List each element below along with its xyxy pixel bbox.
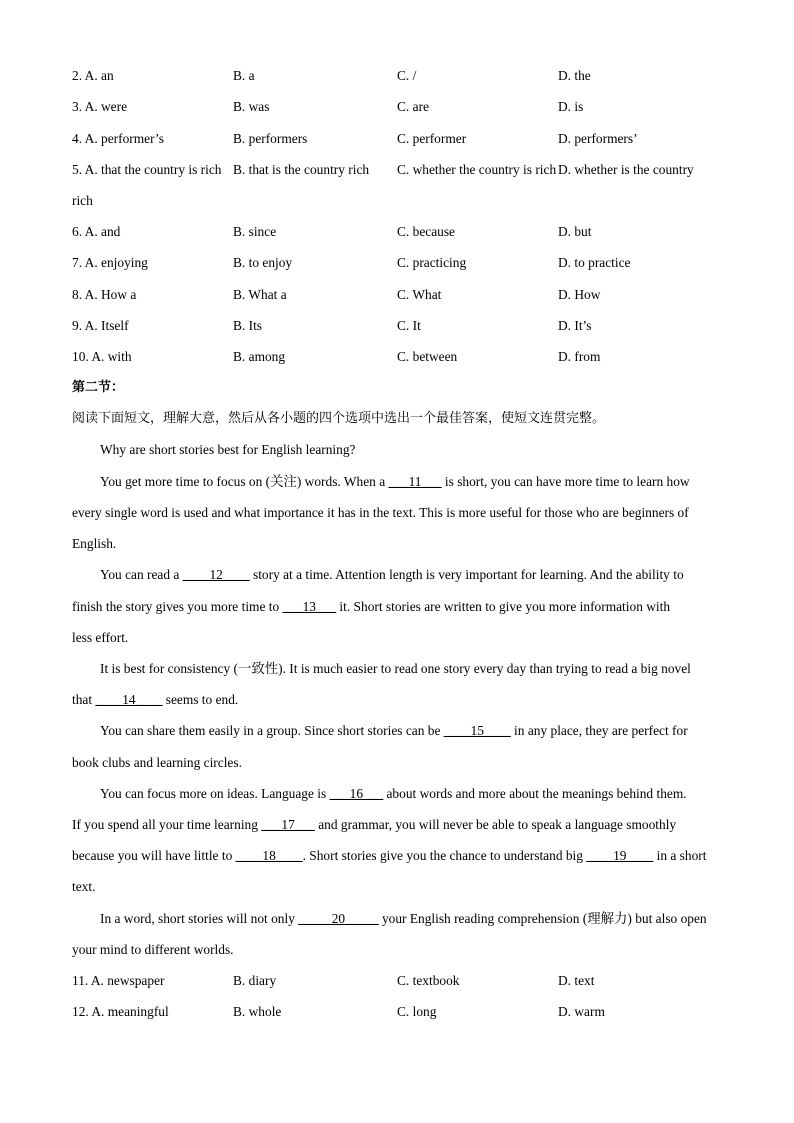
option-b: B. What a (233, 287, 287, 302)
option-b: B. among (233, 349, 286, 364)
option-d: D. It’s (558, 318, 592, 333)
option-c: C. long (397, 1004, 437, 1019)
option-b: B. a (233, 68, 255, 83)
question-row (72, 285, 732, 305)
question-row (72, 129, 732, 149)
option-c: C. / (397, 68, 417, 83)
question-row (72, 316, 732, 336)
passage-line: book clubs and learning circles. (72, 755, 242, 770)
option-c: C. whether the country is rich (397, 162, 557, 177)
option-a: 9. A. Itself (72, 318, 129, 333)
question-row (72, 222, 732, 242)
passage-line: English. (72, 536, 117, 551)
passage-text: story at a time. Attention length is very important for learning. And the ability to (249, 567, 684, 582)
option-a: 4. A. performer’s (72, 131, 164, 146)
passage-text: that (72, 692, 96, 707)
passage-text: In a word, short stories will not only (100, 911, 299, 926)
passage-line: every single word is used and what importance it has in the text. This is more useful for those who are beginners of (72, 505, 689, 520)
option-a: 11. A. newspaper (72, 973, 165, 988)
option-d: D. to practice (558, 255, 631, 270)
passage-line (100, 721, 688, 741)
section-title: 第二节： (72, 380, 125, 395)
option-d: D. How (558, 287, 601, 302)
passage-text: about words and more about the meanings behind them. (383, 786, 687, 801)
option-d: D. text (558, 973, 595, 988)
passage-text: You can focus more on ideas. Language is (100, 786, 330, 801)
passage-line: less effort. (72, 630, 129, 645)
passage-line (72, 690, 238, 710)
blank-12: ____12____ (182, 567, 250, 582)
option-b: B. performers (233, 131, 308, 146)
blank-19: ____19____ (586, 848, 654, 863)
blank-17: ___17___ (261, 817, 315, 832)
option-c: C. performer (397, 131, 467, 146)
option-a: 6. A. and (72, 224, 121, 239)
option-c: C. are (397, 99, 429, 114)
passage-line: text. (72, 879, 96, 894)
option-b: B. that is the country rich (233, 162, 370, 177)
option-c: C. textbook (397, 973, 460, 988)
passage-text: If you spend all your time learning (72, 817, 262, 832)
option-a: 3. A. were (72, 99, 128, 114)
option-c: C. practicing (397, 255, 467, 270)
option-d: D. but (558, 224, 592, 239)
blank-16: ___16___ (329, 786, 384, 801)
passage-text: You get more time to focus on (关注) words. When a (100, 474, 389, 489)
passage-line (72, 815, 676, 835)
blank-18: ____18____ (235, 848, 303, 863)
option-b: B. Its (233, 318, 263, 333)
blank-13: ___13___ (282, 599, 337, 614)
option-d: D. from (558, 349, 601, 364)
passage-line (100, 784, 687, 804)
option-c: C. between (397, 349, 458, 364)
option-d: D. the (558, 68, 591, 83)
blank-20: _____20_____ (298, 911, 379, 926)
passage-title: Why are short stories best for English learning? (100, 442, 356, 457)
passage-text: and grammar, you will never be able to speak a language smoothly (314, 817, 677, 832)
passage-line: It is best for consistency (一致性). It is much easier to read one story every day than trying to read a big novel (100, 661, 691, 676)
passage-text: it. Short stories are written to give you more information with (336, 599, 671, 614)
section-instruction: 阅读下面短文，理解大意，然后从各小题的四个选项中选出一个最佳答案，使短文连贯完整。 (72, 411, 606, 426)
option-a: 10. A. with (72, 349, 132, 364)
option-d: D. whether is the country (558, 162, 694, 177)
passage-text: . Short stories give you the chance to understand big (302, 848, 587, 863)
option-d: D. is (558, 99, 584, 114)
blank-15: ____15____ (443, 723, 511, 738)
option-continuation: rich (72, 193, 93, 208)
question-row (72, 347, 732, 367)
passage-line (72, 597, 670, 617)
passage-line (100, 909, 707, 929)
question-row (72, 971, 732, 991)
question-row (72, 253, 732, 273)
question-row (72, 1002, 732, 1022)
passage-text: your English reading comprehension (理解力) but also open (378, 911, 707, 926)
option-b: B. diary (233, 973, 277, 988)
question-row (72, 66, 732, 86)
question-row (72, 160, 732, 180)
question-row (72, 97, 732, 117)
option-a: 2. A. an (72, 68, 114, 83)
blank-14: ____14____ (95, 692, 163, 707)
option-d: D. warm (558, 1004, 605, 1019)
option-b: B. since (233, 224, 277, 239)
option-b: B. to enjoy (233, 255, 293, 270)
passage-text: in any place, they are perfect for (510, 723, 688, 738)
passage-text: You can share them easily in a group. Since short stories can be (100, 723, 444, 738)
passage-text: is short, you can have more time to learn how (441, 474, 690, 489)
passage-text: because you will have little to (72, 848, 236, 863)
option-a: 8. A. How a (72, 287, 137, 302)
option-a: 12. A. meaningful (72, 1004, 169, 1019)
passage-text: You can read a (100, 567, 183, 582)
passage-line (100, 472, 690, 492)
option-b: B. was (233, 99, 270, 114)
option-c: C. because (397, 224, 456, 239)
passage-line (72, 846, 706, 866)
passage-line: your mind to different worlds. (72, 942, 234, 957)
option-d: D. performers’ (558, 131, 638, 146)
option-c: C. What (397, 287, 442, 302)
option-a: 5. A. that the country is rich (72, 162, 222, 177)
option-a: 7. A. enjoying (72, 255, 148, 270)
passage-text: in a short (653, 848, 707, 863)
passage-text: finish the story gives you more time to (72, 599, 283, 614)
option-c: C. It (397, 318, 421, 333)
blank-11: ___11___ (388, 474, 442, 489)
option-b: B. whole (233, 1004, 282, 1019)
passage-line (100, 565, 684, 585)
passage-text: seems to end. (162, 692, 239, 707)
